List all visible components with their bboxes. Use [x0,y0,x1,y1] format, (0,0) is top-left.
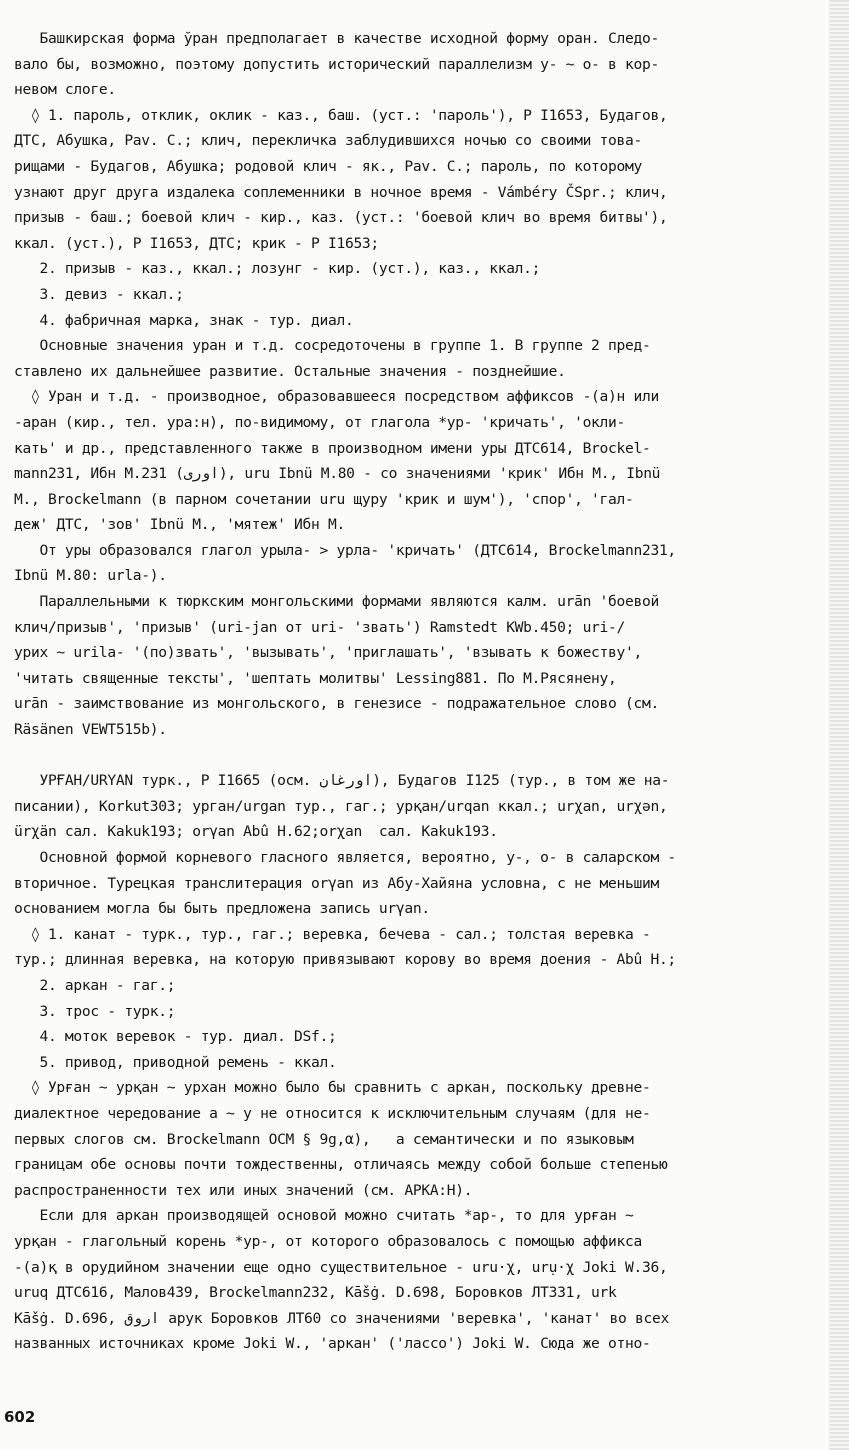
text-line: ◊ Уран и т.д. - производное, образовавшееся посредством аффиксов -(а)н или [14,388,659,406]
text-line: писании), Korkut303; урган/urgan тур., гаг.; урқан/urqan ккал.; urχan, urχən, [14,797,668,815]
text-line: первых слогов см. Brockelmann OCM § 9g,α), а семантически и по языковым [14,1130,634,1148]
text-line: Башкирская форма ўран предполагает в качестве исходной форму оран. Следо- [14,30,659,47]
text-line: Ibnü M.80: urla-). [14,567,167,585]
text-line: диалектное чередование а ~ у не относится к исключительным случаям (для не- [14,1104,651,1122]
text-line: M., Brockelmann (в парном сочетании uru щуру 'крик и шум'), 'спор', 'гал- [14,490,634,508]
text-line: -аран (кир., тел. ура:н), по-видимому, от глагола *ур- 'кричать', 'окли- [14,413,626,431]
text-line: ккал. (уст.), Р I1653, ДТС; крик - Р I1653; [14,234,379,252]
text-line: тур.; длинная веревка, на которую привязывают корову во время доения - Abû H.; [14,951,676,969]
text-line: Параллельными к тюркским монгольскими формами являются калм. urān 'боевой [14,593,659,611]
text-line: вало бы, возможно, поэтому допустить исторический параллелизм у- ~ о- в кор- [14,55,659,73]
text-line: -(а)қ в орудийном значении еще одно существительное - uru·χ, urụ·χ Joki W.36, [14,1258,668,1276]
text-line: урқан - глагольный корень *ур-, от которого образовалось с помощью аффикса [14,1232,642,1250]
text-line: границам обе основы почти тождественны, отличаясь между собой больше степенью [14,1156,668,1174]
page-number: 602 [4,1408,36,1426]
text-line: ◊ 1. пароль, отклик, оклик - каз., баш. (уст.: 'пароль'), Р I1653, Будагов, [14,106,668,124]
text-line: призыв - баш.; боевой клич - кир., каз. (уст.: 'боевой клич во время битвы'), [14,209,668,227]
text-line: Основные значения уран и т.д. сосредоточены в группе 1. В группе 2 пред- [14,337,651,355]
text-line: клич/призыв', 'призыв' (uri-jan от uri- 'звать') Ramstedt KWb.450; uri-/ [14,618,626,636]
text-line: кать' и др., представленного также в производном имени уры ДТС614, Brockel- [14,439,651,457]
text-line: urān - заимствование из монгольского, в генезисе - подражательное слово (см. [14,695,659,713]
blank-line [14,743,814,769]
text-line: 2. аркан - гаг.; [14,976,176,994]
text-line: невом слоге. [14,81,116,99]
text-line: узнают друг друга издалека соплеменники в ночное время - Vámbéry ČSpr.; клич, [14,183,668,201]
text-line: 3. трос - турк.; [14,1002,176,1020]
text-line: деж' ДТС, 'зов' Ibnü M., 'мятеж' Ибн М. [14,516,345,534]
text-line: названных источниках кроме Joki W., 'аркан' ('лассо') Joki W. Сюда же отно- [14,1335,651,1353]
text-line: Если для аркан производящей основой можно считать *ар-, то для урған ~ [14,1207,634,1225]
text-line: основанием могла бы быть предложена запись urγan. [14,900,430,918]
scan-edge-texture [829,0,849,1450]
text-line: вторичное. Турецкая транслитерация orγan из Абу-Хайяна условна, с не меньшим [14,874,659,892]
text-line: ürχän сал. Kakuk193; orγan Abû H.62;orχan сал. Kakuk193. [14,823,498,841]
text-line: От уры образовался глагол урыла- > урла- 'кричать' (ДТС614, Brockelmann231, [14,541,676,559]
text-line: uruq ДТС616, Малов439, Brockelmann232, Kāšġ. D.698, Боровков ЛТ331, urk [14,1284,617,1302]
text-line: 5. привод, приводной ремень - ккал. [14,1053,337,1071]
text-line: Räsänen VEWT515b). [14,721,167,739]
text-line: 4. фабричная марка, знак - тур. диал. [14,311,354,329]
text-line: ◊ Урған ~ урқан ~ урхан можно было бы сравнить с аркан, поскольку древне- [14,1079,651,1097]
text-line: 3. девиз - ккал.; [14,285,184,303]
text-line: урих ~ urila- '(по)звать', 'вызывать', 'приглашать', 'взывать к божеству', [14,644,642,662]
text-line: ставлено их дальнейшее развитие. Остальные значения - позднейшие. [14,362,566,380]
text-line: Основной формой корневого гласного является, вероятно, у-, о- в саларском - [14,849,676,866]
text-line: 'читать священные тексты', 'шептать молитвы' Lessing881. По М.Рясянену, [14,669,617,687]
text-line: УРҒАН/URYAN турк., Р I1665 (осм. اورغان), Будагов I125 (тур., в том же на- [14,772,670,790]
text-line: ◊ 1. канат - турк., тур., гаг.; веревка, бечева - сал.; толстая веревка - [14,925,651,943]
text-line: mann231, Ибн М.231 (اوری), uru Ibnü M.80 - со значениями 'крик' Ибн М., Ibnü [14,465,661,483]
text-line: Kāšġ. D.696, اروق арук Боровков ЛТ60 со значениями 'веревка', 'канат' во всех [14,1309,669,1327]
text-line: ДТС, Абушка, Pav. C.; клич, перекличка заблудившихся ночью со своими това- [14,132,642,150]
text-line: 4. моток веревок - тур. диал. DSf.; [14,1028,337,1046]
text-line: распространенности тех или иных значений (см. АРКА:Н). [14,1181,473,1199]
text-line: рищами - Будагов, Абушка; родовой клич - як., Pav. C.; пароль, по которому [14,157,642,175]
text-line: 2. призыв - каз., ккал.; лозунг - кир. (уст.), каз., ккал.; [14,260,541,278]
page-text [14,26,814,1357]
